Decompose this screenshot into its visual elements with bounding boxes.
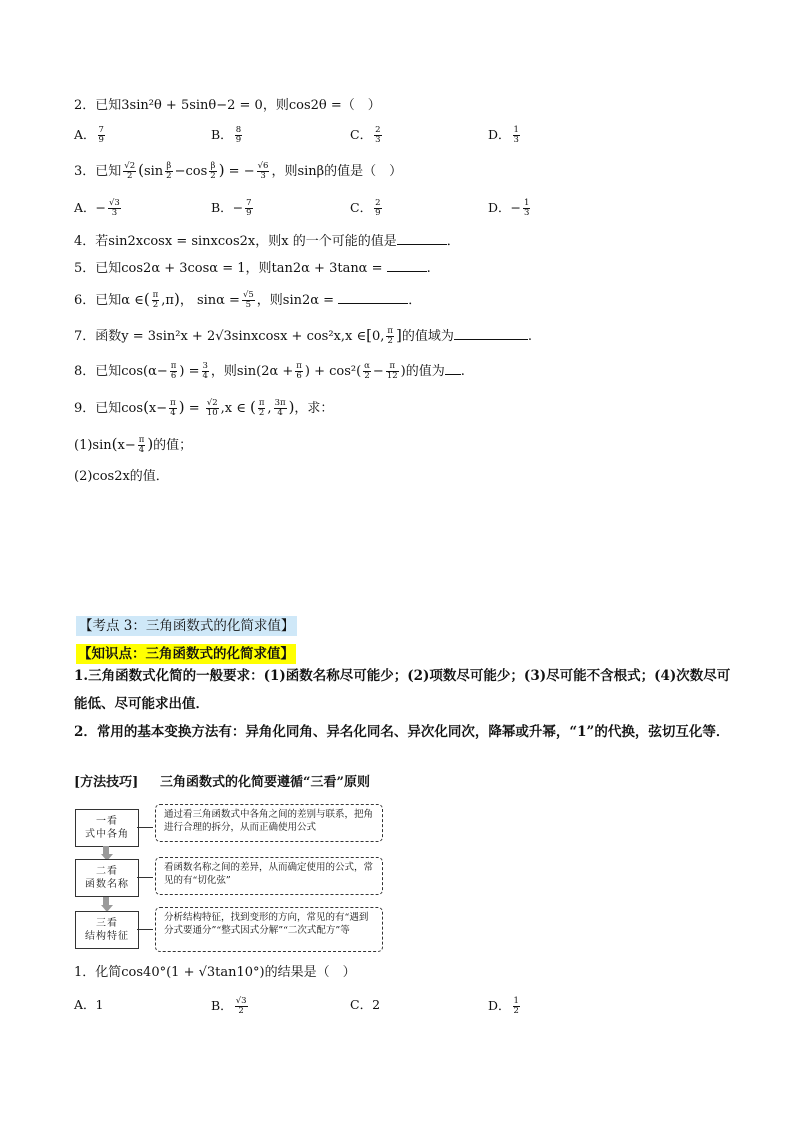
flow-connector — [137, 827, 153, 828]
q1-option-a: A．1 — [74, 997, 104, 1012]
q2-option-b: B． $\frac{8}{9}$ — [211, 125, 242, 145]
question-3-stem: 3．已知 $\frac{√2}{2}$ (sin $\frac{\beta}{2}$ −cos $\frac{\beta}{2}$ ) = − $\frac{√6}{3}$ ，则sinβ的值是（ ） — [74, 161, 403, 181]
q1-option-c: C．2 — [350, 997, 381, 1012]
arrow-down-icon — [101, 897, 111, 912]
q1-option-d: D． $\frac{1}{2}$ — [488, 996, 519, 1016]
question-4: 4．若sin2xcosx = sinxcos2x，则x 的一个可能的值是 ． — [74, 234, 460, 249]
flow-step-3-box: 三看 结构特征 — [75, 911, 139, 949]
question-9-part-1: (1)sin(x− $\frac{\pi}{4}$ )的值； — [74, 435, 193, 455]
paragraph-2: 2．常用的基本变换方法有：异角化同角、异名化同名、异次化同次，降幂或升幂，“1”的代换，弦切互化等． — [74, 724, 730, 740]
question-7: 7．函数y = 3sin²x + 2√3sinxcosx + cos²x,x ∈[0, $\frac{\pi}{2}$ ]的值域为 . — [74, 326, 533, 346]
answer-blank — [338, 291, 408, 304]
answer-blank — [397, 232, 447, 245]
q3-option-b: B．− $\frac{7}{9}$ — [211, 198, 252, 218]
question-9: 9．已知cos(x− $\frac{\pi}{4}$ ) = $\frac{√2}{10}$ ,x ∈ ( $\frac{\pi}{2}$ , $\frac{3\pi}{4}$ )，求： — [74, 398, 334, 418]
method-label: [方法技巧] — [74, 775, 139, 790]
paragraph-1: 1.三角函数式化简的一般要求：(1)函数名称尽可能少；(2)项数尽可能少；(3)尽可能不含根式；(4)次数尽可能低、尽可能求出值． — [74, 668, 731, 712]
flow-step-2-desc: 看函数名称之间的差异，从而确定使用的公式，常见的有“切化弦” — [155, 857, 383, 895]
question-6: 6．已知α ∈( $\frac{\pi}{2}$ ,π)， sinα = $\frac{√5}{5}$ ，则sin2α = ． — [74, 290, 422, 310]
question-1-stem: 1．化简cos40°(1 + √3tan10°)的结果是（ ） — [74, 965, 356, 980]
section-title: 【考点 3：三角函数式的化简求值】 — [76, 616, 297, 636]
q1-option-b: B． $\frac{√3}{2}$ — [211, 996, 247, 1016]
question-9-part-2: (2)cos2x的值． — [74, 469, 169, 484]
flow-step-1-box: 一看 式中各角 — [75, 809, 139, 847]
flow-step-3-desc: 分析结构特征，找到变形的方向，常见的有“遇到分式要通分”“整式因式分解”“二次式配方”等 — [155, 907, 383, 952]
question-2-stem: 2．已知3sin²θ + 5sinθ−2 = 0，则cos2θ =（ ） — [74, 98, 381, 113]
q2-option-d: D． $\frac{1}{3}$ — [488, 125, 519, 145]
flow-step-1-desc: 通过看三角函数式中各角之间的差别与联系，把角进行合理的拆分，从而正确使用公式 — [155, 804, 383, 842]
answer-blank — [387, 259, 427, 272]
q3-option-c: C． $\frac{2}{9}$ — [350, 198, 381, 218]
flow-connector — [137, 929, 153, 930]
answer-blank — [445, 362, 461, 375]
question-5: 5．已知cos2α + 3cosα = 1，则tan2α + 3tanα = . — [74, 261, 431, 276]
q2-option-c: C． $\frac{2}{3}$ — [350, 125, 381, 145]
q3-option-a: A．− $\frac{√3}{3}$ — [74, 198, 120, 218]
answer-blank — [454, 327, 528, 340]
q2-option-a: A． $\frac{7}{9}$ — [74, 125, 104, 145]
knowledge-title: 【知识点：三角函数式的化简求值】 — [78, 646, 294, 662]
q3-option-d: D．− $\frac{1}{3}$ — [488, 198, 530, 218]
flow-step-2-box: 二看 函数名称 — [75, 859, 139, 897]
flow-connector — [137, 877, 153, 878]
method-text: 三角函数式的化简要遵循“三看”原则 — [160, 775, 370, 790]
question-8: 8．已知cos(α− $\frac{\pi}{6}$ ) = $\frac{3}{4}$ ，则sin(2α + $\frac{\pi}{6}$ ) + cos²( $\frac{\alpha}{2}$ − $\frac{\pi}{12}$ )的值为 . — [74, 361, 465, 381]
